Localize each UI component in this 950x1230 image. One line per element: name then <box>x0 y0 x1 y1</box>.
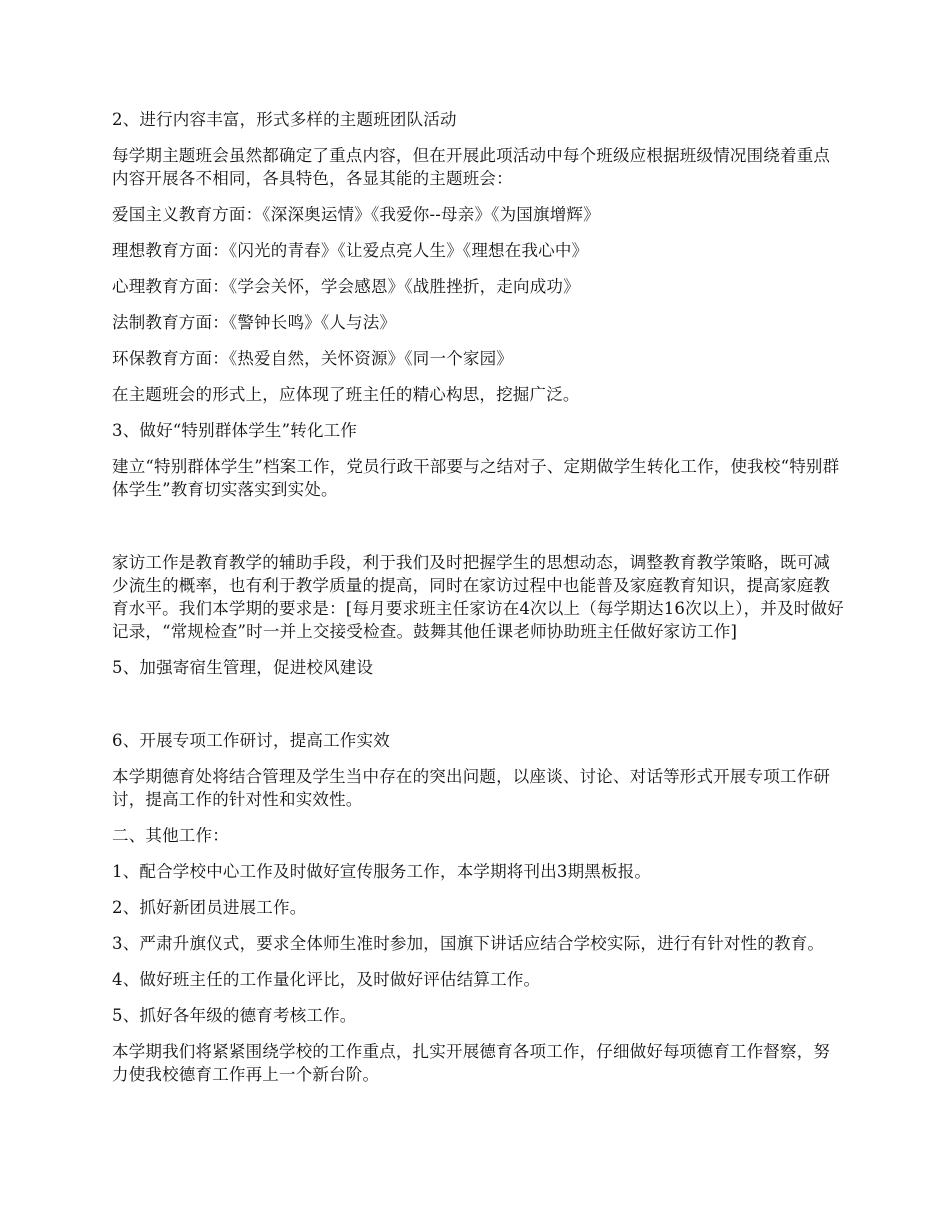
section-heading: 3、做好“特别群体学生”转化工作 <box>112 421 358 440</box>
list-item: 3、严肃升旗仪式，要求全体师生准时参加，国旗下讲话应结合学校实际，进行有针对性的教育。 <box>112 934 825 953</box>
body-paragraph: 在主题班会的形式上，应体现了班主任的精心构思，挖掘广泛。 <box>112 385 580 404</box>
list-item: 1、配合学校中心工作及时做好宣传服务工作，本学期将刊出3期黑板报。 <box>112 862 652 881</box>
list-item: 环保教育方面：《热爱自然，关怀资源》《同一个家园》 <box>112 349 513 368</box>
list-item: 5、抓好各年级的德育考核工作。 <box>112 1006 357 1025</box>
section-heading: 6、开展专项工作研讨，提高工作实效 <box>112 731 390 750</box>
list-item: 2、抓好新团员进展工作。 <box>112 898 307 917</box>
body-paragraph: 每学期主题班会虽然都确定了重点内容，但在开展此项活动中每个班级应根据班级情况围绕着重点内容开展各不相同，各具特色，各显其能的主题班会： <box>112 146 831 188</box>
list-item: 心理教育方面：《学会关怀，学会感恩》《战胜挫折，走向成功》 <box>112 277 580 296</box>
list-item: 爱国主义教育方面：《深深奥运情》《我爱你--母亲》《为国旗增辉》 <box>112 205 600 224</box>
section-heading: 二、其他工作： <box>112 826 229 845</box>
section-heading: 5、加强寄宿生管理，促进校风建设 <box>112 658 374 677</box>
body-paragraph: 家访工作是教育教学的辅助手段，利于我们及时把握学生的思想动态，调整教育教学策略，既可减少流生的概率，也有利于教学质量的提高，同时在家访过程中也能普及家庭教育知识，提高家庭教育水平。我们本学期的要求是：[每月要求班主任家访在4次以上（每学期达16次以上），并及时做好记录，“常规检查”时一并上交接受检查。鼓舞其他任课老师协助班主任做好家访工作] <box>112 553 844 641</box>
closing-paragraph: 本学期我们将紧紧围绕学校的工作重点，扎实开展德育各项工作，仔细做好每项德育工作督察，努力使我校德育工作再上一个新台阶。 <box>112 1042 831 1084</box>
section-heading: 2、进行内容丰富，形式多样的主题班团队活动 <box>112 110 457 129</box>
body-paragraph: 建立“特别群体学生”档案工作，党员行政干部要与之结对子、定期做学生转化工作，使我校“特别群体学生”教育切实落实到实处。 <box>112 457 840 499</box>
document-body <box>112 108 844 1086</box>
list-item: 法制教育方面：《警钟长鸣》《人与法》 <box>112 313 397 332</box>
body-paragraph: 本学期德育处将结合管理及学生当中存在的突出问题，以座谈、讨论、对话等形式开展专项工作研讨，提高工作的针对性和实效性。 <box>112 767 831 809</box>
list-item: 4、做好班主任的工作量化评比，及时做好评估结算工作。 <box>112 970 541 989</box>
list-item: 理想教育方面：《闪光的青春》《让爱点亮人生》《理想在我心中》 <box>112 241 589 260</box>
